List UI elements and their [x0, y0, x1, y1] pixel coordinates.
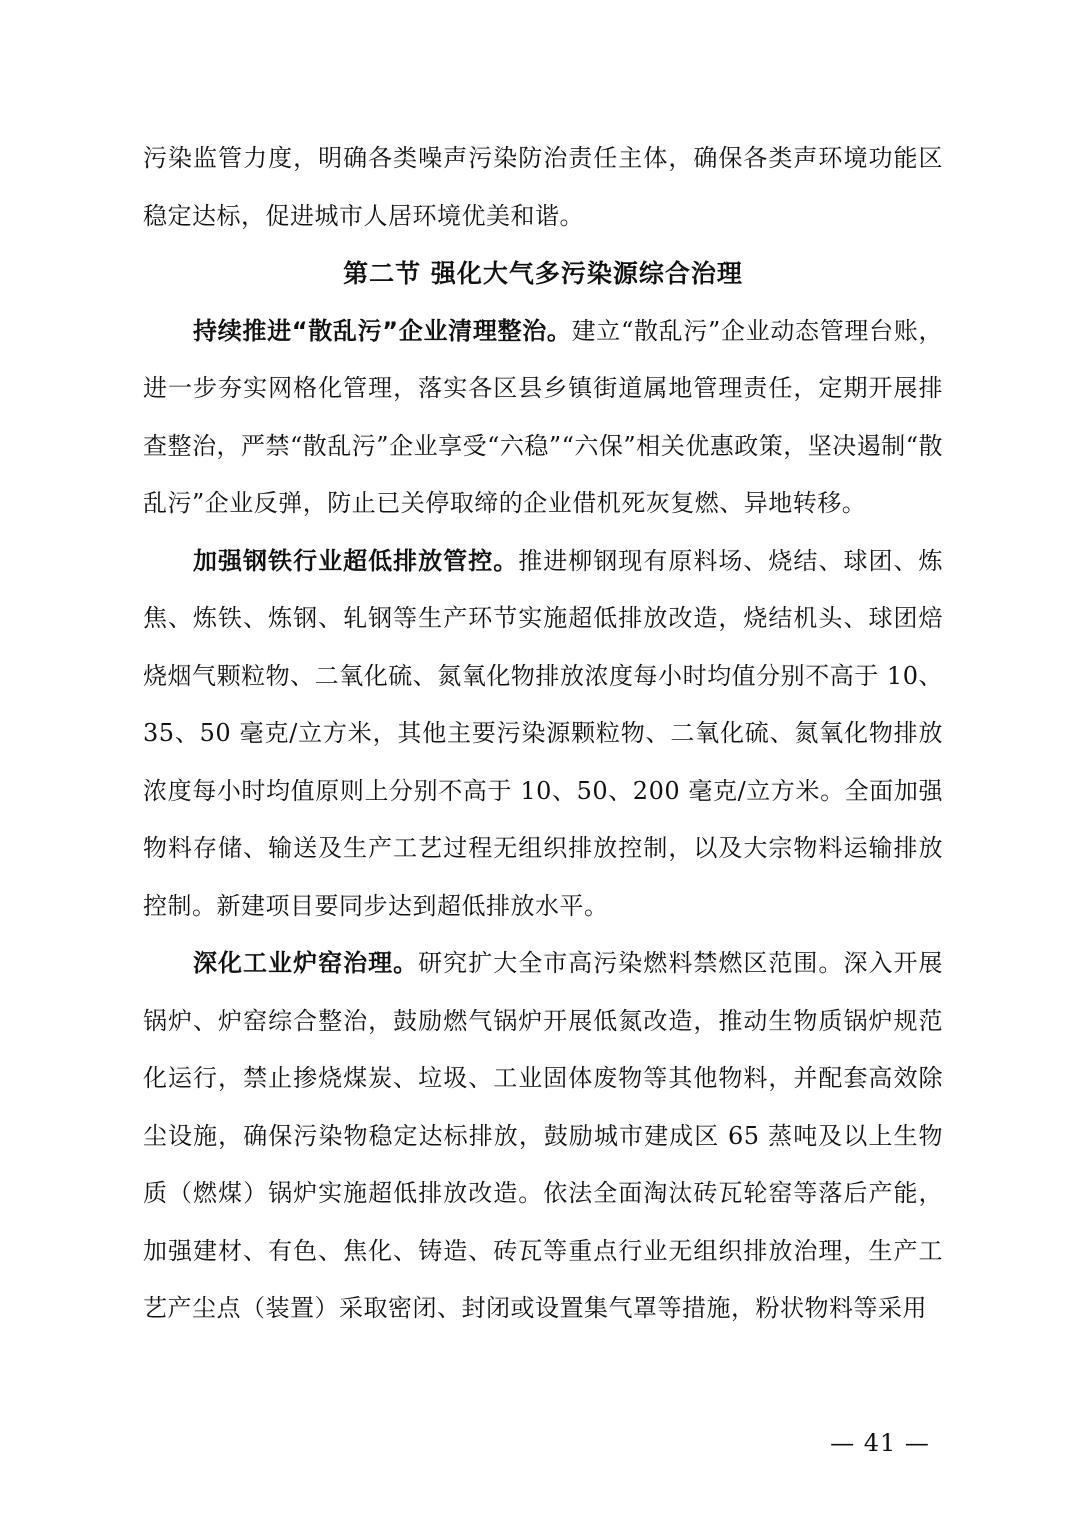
paragraph-body: 研究扩大全市高污染燃料禁燃区范围。深入开展锅炉、炉窑综合整治，鼓励燃气锅炉开展低氮改造，推动生物质锅炉规范化运行，禁止掺烧煤炭、垃圾、工业固体废物等其他物料，并配套高效除尘设施，确保污染物稳定达标排放，鼓励城市建成区 65 蒸吨及以上生物质（燃煤）锅炉实施超低排放改造。依法全面淘汰砖瓦轮窑等落后产能，加强建材、有色、焦化、铸造、砖瓦等重点行业无组织排放治理，生产工艺产尘点（装置）采取密闭、封闭或设置集气罩等措施，粉状物料等采用	[143, 949, 943, 1322]
paragraph-scattered-polluting-enterprises	[143, 303, 943, 533]
page-content	[143, 130, 943, 1338]
page-number: — 41 —	[830, 1429, 930, 1457]
paragraph-body: 推进柳钢现有原料场、烧结、球团、炼焦、炼铁、炼钢、轧钢等生产环节实施超低排放改造，烧结机头、球团焙烧烟气颗粒物、二氧化硫、氮氧化物排放浓度每小时均值分别不高于 10、35、50 毫克/立方米，其他主要污染源颗粒物、二氧化硫、氮氧化物排放浓度每小时均值原则上分别不高于 10、50、200 毫克/立方米。全面加强物料存储、输送及生产工艺过程无组织排放控制，以及大宗物料运输排放控制。新建项目要同步达到超低排放水平。	[143, 546, 944, 920]
section-heading: 第二节 强化大气多污染源综合治理	[343, 259, 743, 288]
paragraph-body: 建立“散乱污”企业动态管理台账，进一步夯实网格化管理，落实各区县乡镇街道属地管理责任，定期开展排查整治，严禁“散乱污”企业享受“六稳”“六保”相关优惠政策，坚决遏制“散乱污”企业反弹，防止已关停取缔的企业借机死灰复燃、异地转移。	[143, 316, 944, 517]
paragraph-lead: 持续推进“散乱污”企业清理整治。	[193, 316, 572, 345]
paragraph-industrial-kiln-governance	[143, 935, 943, 1338]
continued-paragraph: 污染监管力度，明确各类噪声污染防治责任主体，确保各类声环境功能区稳定达标，促进城市人居环境优美和谐。	[143, 144, 943, 230]
paragraph-lead: 加强钢铁行业超低排放管控。	[193, 546, 519, 575]
paragraph-lead: 深化工业炉窑治理。	[193, 949, 419, 977]
paragraph-steel-ultra-low-emission	[143, 533, 943, 936]
